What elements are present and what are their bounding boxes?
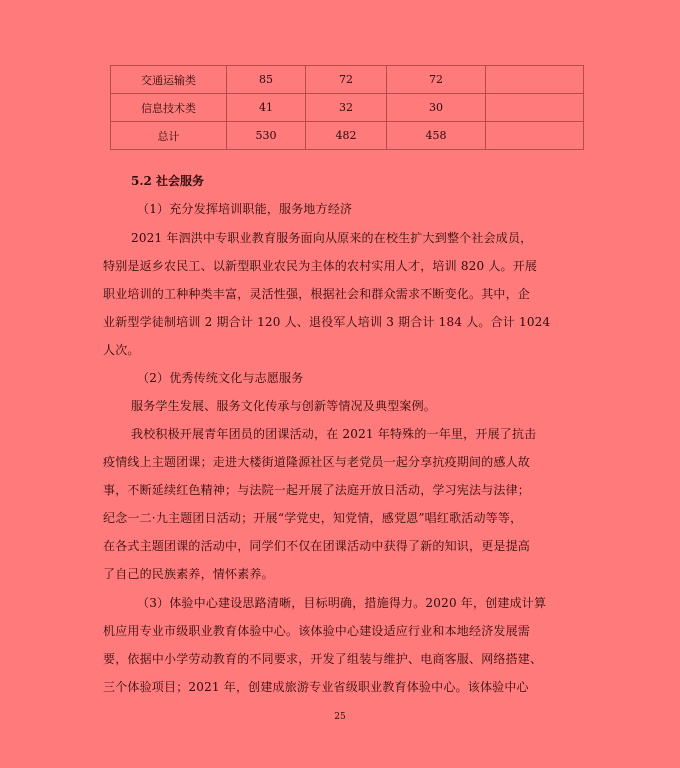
table-cell: 交通运输类 — [111, 66, 227, 94]
table-cell: 30 — [387, 94, 486, 122]
table-row — [111, 66, 584, 94]
paragraph-line: 要，依据中小学劳动教育的不同要求，开发了组装与维护、电商客服、网络搭建、 — [103, 652, 543, 666]
paragraph-line: 人次。 — [103, 343, 140, 357]
table-row — [111, 94, 584, 122]
table-cell: 32 — [306, 94, 387, 122]
table-cell: 482 — [306, 122, 387, 150]
table-cell: 41 — [227, 94, 306, 122]
paragraph-line: 2021 年泗洪中专职业教育服务面向从原来的在校生扩大到整个社会成员， — [131, 231, 533, 245]
page-number: 25 — [334, 712, 346, 722]
paragraph-line: 服务学生发展、服务文化传承与创新等情况及典型案例。 — [131, 399, 437, 413]
paragraph-line: 职业培训的工种种类丰富，灵活性强，根据社会和群众需求不断变化。其中，企 — [103, 287, 531, 301]
paragraph-line: （3）体验中心建设思路清晰，目标明确，措施得力。2020 年，创建成计算 — [137, 596, 547, 610]
table-row — [111, 122, 584, 150]
paragraph-line: 了自己的民族素养，情怀素养。 — [103, 567, 274, 581]
table-cell — [486, 122, 584, 150]
paragraph-line: 业新型学徒制培训 2 期合计 120 人、退役军人培训 3 期合计 184 人。合计 1024 — [103, 315, 551, 329]
table-cell: 85 — [227, 66, 306, 94]
table-cell: 458 — [387, 122, 486, 150]
paragraph-line: 在各式主题团课的活动中，同学们不仅在团课活动中获得了新的知识，更是提高 — [103, 539, 531, 553]
table-cell: 总计 — [111, 122, 227, 150]
subheading-culture: （2）优秀传统文化与志愿服务 — [137, 371, 304, 385]
subheading-training: （1）充分发挥培训职能，服务地方经济 — [137, 202, 353, 216]
paragraph-line: 三个体验项目；2021 年，创建成旅游专业省级职业教育体验中心。该体验中心 — [103, 680, 529, 694]
table-cell: 信息技术类 — [111, 94, 227, 122]
table-cell: 72 — [306, 66, 387, 94]
paragraph-line: 疫情线上主题团课；走进大楼街道隆源社区与老党员一起分享抗疫期间的感人故 — [103, 455, 531, 469]
table-cell: 72 — [387, 66, 486, 94]
paragraph-line: 纪念一二·九主题团日活动；开展“学党史，知党情，感党恩”唱红歌活动等等， — [103, 511, 523, 525]
paragraph-line: 我校积极开展青年团员的团课活动，在 2021 年特殊的一年里，开展了抗击 — [131, 427, 537, 441]
paragraph-line: 事，不断延续红色精神；与法院一起开展了法庭开放日活动，学习宪法与法律； — [103, 483, 531, 497]
table-cell — [486, 66, 584, 94]
paragraph-line: 特别是返乡农民工、以新型职业农民为主体的农村实用人才，培训 820 人。开展 — [103, 259, 538, 273]
paragraph-line: 机应用专业市级职业教育体验中心。该体验中心建设适应行业和本地经济发展需 — [103, 624, 531, 638]
section-heading: 5.2 社会服务 — [131, 174, 205, 188]
enrollment-table — [110, 65, 584, 150]
table-cell — [486, 94, 584, 122]
table-cell: 530 — [227, 122, 306, 150]
